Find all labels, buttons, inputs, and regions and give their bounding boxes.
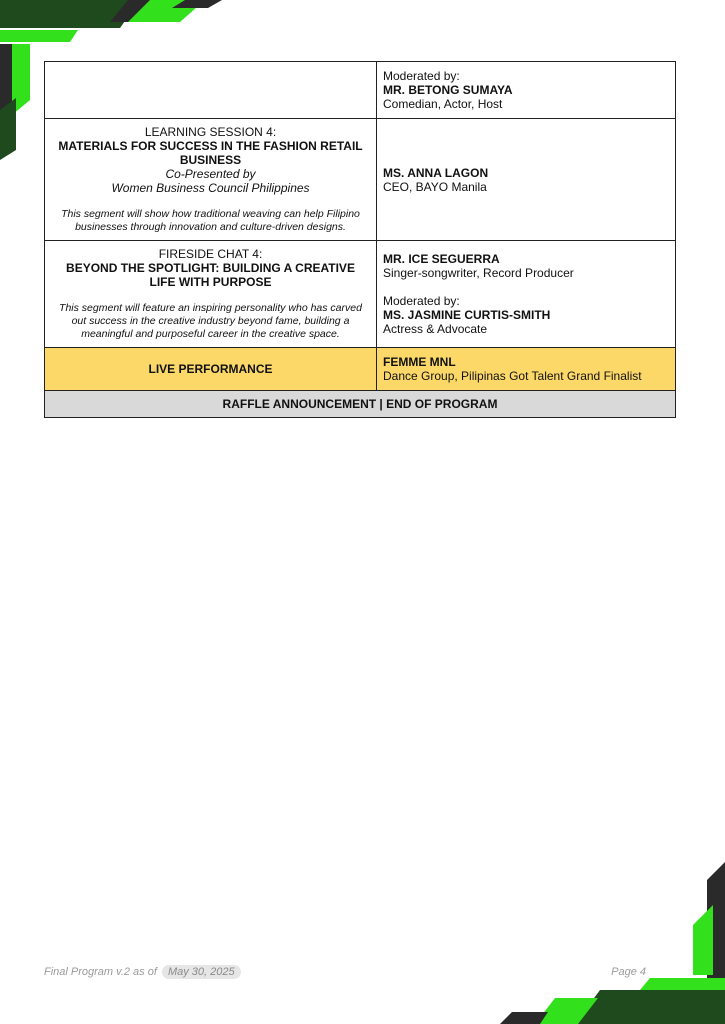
performer-role: Dance Group, Pilipinas Got Talent Grand Finalist [383,369,642,383]
moderated-label: Moderated by: [383,69,460,83]
performer-name: FEMME MNL [383,355,456,369]
table-row [45,62,676,119]
footer-version-text: Final Program v.2 as of [44,966,157,978]
raffle-end-label: RAFFLE ANNOUNCEMENT | END OF PROGRAM [45,391,676,418]
table-row [45,119,676,241]
segment-description: This segment will show how traditional weaving can help Filipino businesses through innovation and culture-driven designs. [61,208,360,233]
segment-cell [45,119,377,241]
speaker-cell [377,62,676,119]
footer-date-chip[interactable]: May 30, 2025 [162,965,241,979]
speaker-role: Singer-songwriter, Record Producer [383,266,574,280]
segment-title: LIVE PERFORMANCE [45,348,377,391]
segment-description: This segment will feature an inspiring personality who has carved out success in the creative industry beyond fame, building a meaningful and purposeful career in the creative space. [59,302,362,340]
table-row-raffle [45,391,676,418]
copresented-label: Co-Presented by [165,167,256,181]
segment-label: FIRESIDE CHAT 4: [158,247,263,261]
table-row [45,241,676,348]
segment-label: LEARNING SESSION 4: [144,125,277,139]
segment-title: BEYOND THE SPOTLIGHT: BUILDING A CREATIVE LIFE WITH PURPOSE [66,261,355,289]
partner-name: Women Business Council Philippines [111,181,310,195]
segment-cell [45,241,377,348]
footer-version [44,965,241,979]
speaker-cell [377,119,676,241]
speaker-cell [377,348,676,391]
segment-title: MATERIALS FOR SUCCESS IN THE FASHION RETAIL BUSINESS [58,139,363,167]
speaker-cell [377,241,676,348]
table-row-live-performance [45,348,676,391]
page-number: Page 4 [611,966,646,978]
moderator-role: Actress & Advocate [383,322,488,336]
program-table [44,61,676,418]
speaker-name: MS. ANNA LAGON [383,165,489,180]
moderated-label: Moderated by: [383,294,460,308]
moderator-role: Comedian, Actor, Host [383,97,503,111]
bottom-right-corner-graphic [500,862,725,1024]
segment-cell-empty [45,62,377,119]
speaker-name: MR. ICE SEGUERRA [383,252,500,266]
moderator-name: MS. JASMINE CURTIS-SMITH [383,308,551,322]
moderator-name: MR. BETONG SUMAYA [383,83,513,97]
speaker-role: CEO, BAYO Manila [383,179,487,194]
